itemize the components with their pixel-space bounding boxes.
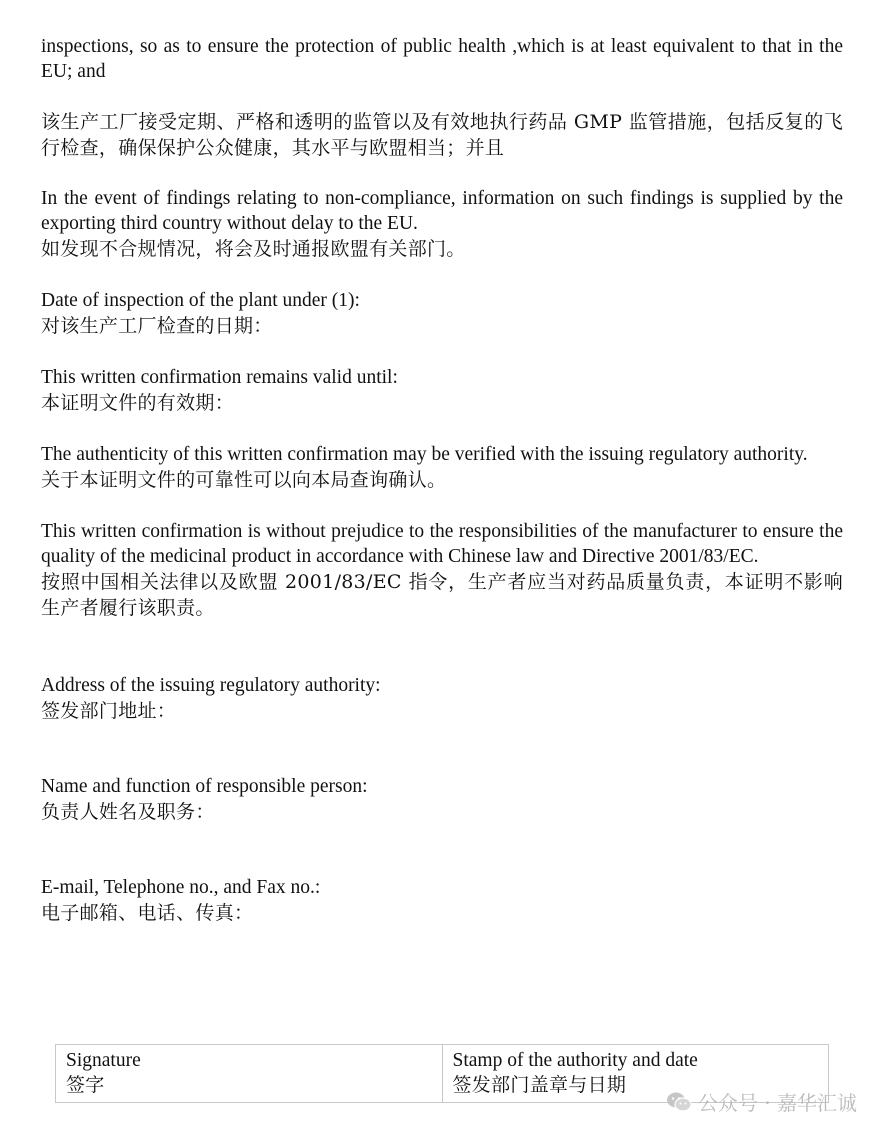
wechat-icon bbox=[666, 1091, 692, 1113]
responsible-person-label-en: Name and function of responsible person: bbox=[41, 776, 368, 797]
stamp-label-en: Stamp of the authority and date bbox=[452, 1050, 698, 1071]
authority-address-label-cn: 签发部门地址： bbox=[41, 700, 177, 722]
watermark bbox=[666, 1087, 857, 1116]
signature-label-cn: 签字 bbox=[66, 1074, 105, 1096]
paragraph-inspections-cn: 该生产工厂接受定期、严格和透明的监管以及有效地执行药品 GMP 监管措施，包括反复的飞行检查，确保保护公众健康，其水平与欧盟相当；并且 bbox=[41, 111, 843, 159]
validity-label-en: This written confirmation remains valid until: bbox=[41, 367, 398, 388]
contact-label-cn: 电子邮箱、电话、传真： bbox=[41, 902, 254, 924]
validity-label-cn: 本证明文件的有效期： bbox=[41, 392, 235, 414]
document-body bbox=[41, 34, 843, 926]
authenticity-paragraph-en: The authenticity of this written confirmation may be verified with the issuing regulatory authority. bbox=[41, 444, 808, 465]
inspection-date-label-cn: 对该生产工厂检查的日期： bbox=[41, 315, 273, 337]
authenticity-paragraph-cn: 关于本证明文件的可靠性可以向本局查询确认。 bbox=[41, 469, 447, 491]
authority-address-label-en: Address of the issuing regulatory authority: bbox=[41, 675, 381, 696]
stamp-label-cn: 签发部门盖章与日期 bbox=[452, 1074, 627, 1096]
responsibility-paragraph-cn: 按照中国相关法律以及欧盟 2001/83/EC 指令，生产者应当对药品质量负责，本证明不影响生产者履行该职责。 bbox=[41, 571, 843, 619]
paragraph-noncompliance-en: In the event of findings relating to non-compliance, information on such findings is supplied by the exporting third country without delay to the EU. bbox=[41, 188, 843, 234]
paragraph-inspections-en: inspections, so as to ensure the protection of public health ,which is at least equivalent to that in the EU; and bbox=[41, 36, 843, 82]
signature-cell bbox=[56, 1045, 443, 1103]
paragraph-noncompliance-cn: 如发现不合规情况，将会及时通报欧盟有关部门。 bbox=[41, 238, 466, 260]
watermark-text: 公众号 · 嘉华汇诚 bbox=[697, 1091, 857, 1115]
responsible-person-label-cn: 负责人姓名及职务： bbox=[41, 801, 215, 823]
responsibility-paragraph-en: This written confirmation is without prejudice to the responsibilities of the manufacturer to ensure the quality of the medicinal product in accordance with Chinese law and Directive 2001/83/EC. bbox=[41, 521, 843, 567]
contact-label-en: E-mail, Telephone no., and Fax no.: bbox=[41, 877, 321, 898]
inspection-date-label-en: Date of inspection of the plant under (1): bbox=[41, 290, 360, 311]
signature-label-en: Signature bbox=[66, 1050, 141, 1071]
